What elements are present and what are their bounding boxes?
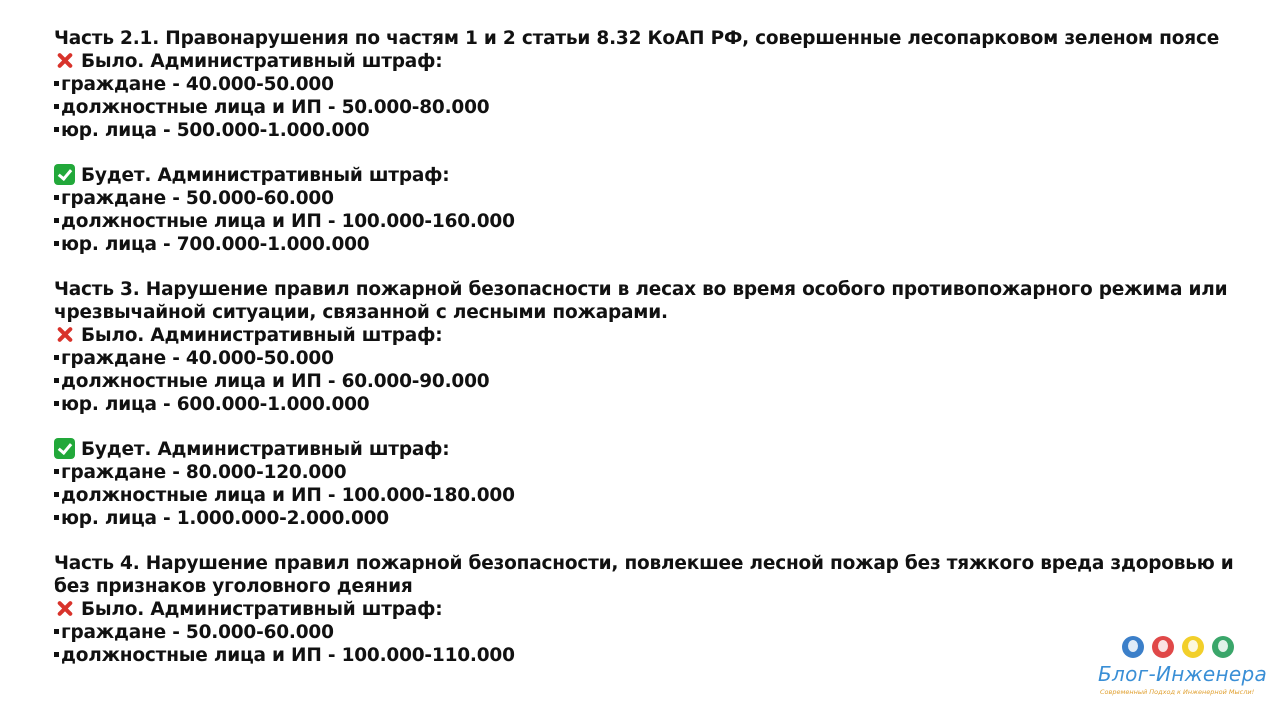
section-3-was-label: Было. Административный штраф: bbox=[54, 324, 1234, 347]
section-3-heading-line1: Часть 3. Нарушение правил пожарной безопасности в лесах во время особого противопожарного режима или bbox=[54, 279, 1228, 300]
bullet-icon bbox=[54, 515, 59, 520]
bullet-icon bbox=[54, 492, 59, 497]
list-item: юр. лица - 700.000-1.000.000 bbox=[54, 233, 1234, 256]
article-content bbox=[54, 27, 1234, 667]
section-2-1-heading: Часть 2.1. Правонарушения по частям 1 и 2 статьи 8.32 КоАП РФ, совершенные лесопарковом зеленом поясе bbox=[54, 28, 1220, 49]
bullet-icon bbox=[54, 355, 59, 360]
list-item: должностные лица и ИП - 50.000-80.000 bbox=[54, 96, 1234, 119]
cross-mark-icon bbox=[54, 598, 75, 619]
bullet-icon bbox=[54, 241, 59, 246]
blog-logo bbox=[1098, 636, 1268, 698]
bullet-icon bbox=[54, 378, 59, 383]
cross-mark-icon bbox=[54, 324, 75, 345]
list-item: юр. лица - 500.000-1.000.000 bbox=[54, 119, 1234, 142]
list-item: должностные лица и ИП - 100.000-110.000 bbox=[54, 644, 1234, 667]
check-mark-icon bbox=[54, 438, 75, 459]
bullet-icon bbox=[54, 104, 59, 109]
list-item: должностные лица и ИП - 60.000-90.000 bbox=[54, 370, 1234, 393]
engineer-avatar-icon bbox=[1152, 636, 1174, 658]
logo-icons bbox=[1122, 636, 1234, 658]
engineer-avatar-icon bbox=[1122, 636, 1144, 658]
list-item: граждане - 50.000-60.000 bbox=[54, 187, 1234, 210]
bullet-icon bbox=[54, 401, 59, 406]
list-item: граждане - 50.000-60.000 bbox=[54, 621, 1234, 644]
list-item: юр. лица - 1.000.000-2.000.000 bbox=[54, 507, 1234, 530]
list-item: граждане - 80.000-120.000 bbox=[54, 461, 1234, 484]
bullet-icon bbox=[54, 127, 59, 132]
list-item: граждане - 40.000-50.000 bbox=[54, 347, 1234, 370]
check-mark-icon bbox=[54, 164, 75, 185]
bullet-icon bbox=[54, 469, 59, 474]
bullet-icon bbox=[54, 81, 59, 86]
section-4-was-label: Было. Административный штраф: bbox=[54, 598, 1234, 621]
engineer-avatar-icon bbox=[1212, 636, 1234, 658]
bullet-icon bbox=[54, 629, 59, 634]
section-3-heading-line2: чрезвычайной ситуации, связанной с лесными пожарами. bbox=[54, 302, 668, 323]
bullet-icon bbox=[54, 195, 59, 200]
section-4-heading-line1: Часть 4. Нарушение правил пожарной безопасности, повлекшее лесной пожар без тяжкого вреда здоровью и bbox=[54, 553, 1234, 574]
list-item: граждане - 40.000-50.000 bbox=[54, 73, 1234, 96]
bullet-icon bbox=[54, 652, 59, 657]
logo-subtitle: Современный Подход к Инженерной Мысли! bbox=[1100, 688, 1255, 696]
engineer-avatar-icon bbox=[1182, 636, 1204, 658]
list-item: должностные лица и ИП - 100.000-180.000 bbox=[54, 484, 1234, 507]
section-2-1-will-label: Будет. Административный штраф: bbox=[54, 164, 1234, 187]
section-3-will-label: Будет. Административный штраф: bbox=[54, 438, 1234, 461]
cross-mark-icon bbox=[54, 50, 75, 71]
list-item: должностные лица и ИП - 100.000-160.000 bbox=[54, 210, 1234, 233]
logo-title: Блог-Инженера bbox=[1098, 662, 1268, 686]
list-item: юр. лица - 600.000-1.000.000 bbox=[54, 393, 1234, 416]
bullet-icon bbox=[54, 218, 59, 223]
section-2-1-was-label: Было. Административный штраф: bbox=[54, 50, 1234, 73]
section-4-heading-line2: без признаков уголовного деяния bbox=[54, 576, 413, 597]
